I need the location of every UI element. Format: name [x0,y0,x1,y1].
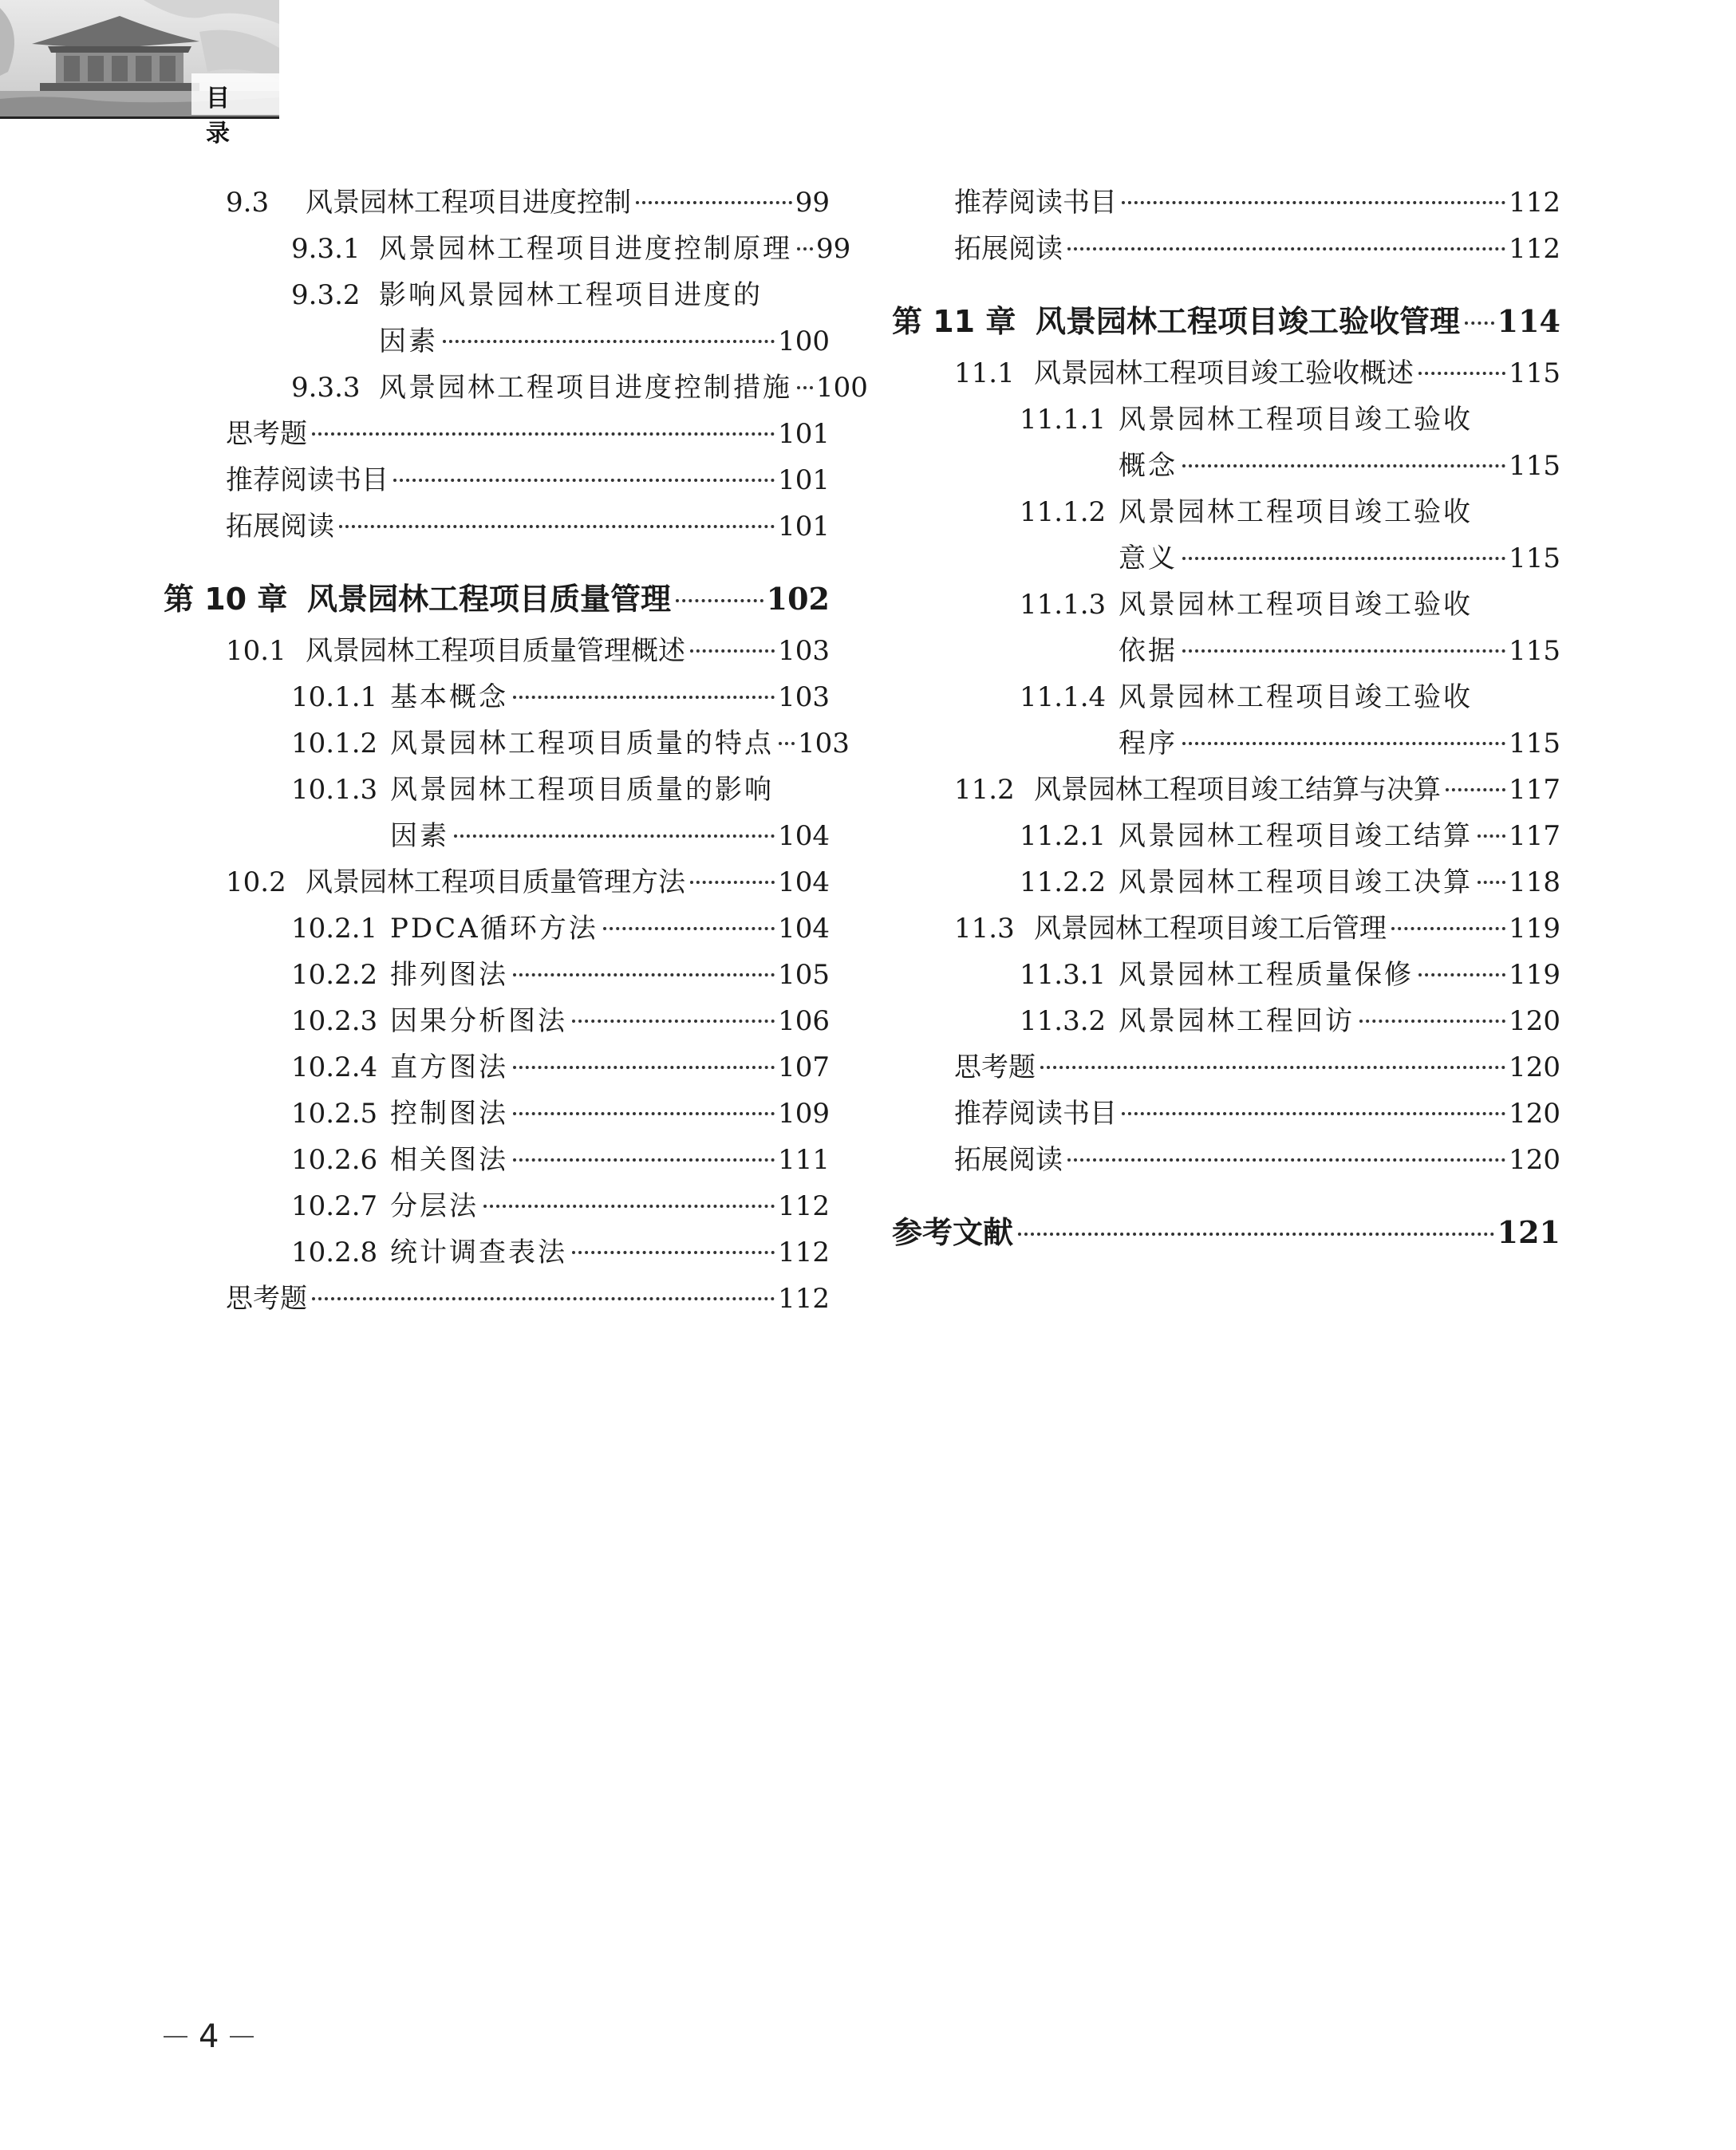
chapter-number: 第 11 章 [892,304,1016,339]
page-header [0,0,287,148]
leader-dots [676,599,763,602]
entry-number: 10.2.2 [291,959,378,991]
toc-entry-11-3-2[interactable] [892,998,1560,1044]
toc-entry-10-1-1[interactable] [164,674,830,720]
toc-entry-extended-9[interactable] [164,503,830,550]
leader-dots [1446,788,1505,791]
entry-page: 106 [778,1005,830,1037]
chapter-page: 121 [1497,1214,1560,1250]
toc-entry-10-2-3[interactable] [164,998,830,1044]
toc-entry-11-2-2[interactable] [892,859,1560,905]
leader-dots [636,201,792,204]
toc-title: 目 录 [206,85,244,148]
toc-entry-9-3[interactable] [164,179,830,226]
entry-title: 思考题 [226,418,307,450]
entry-number: 11.1.1 [1020,404,1107,436]
entry-title: 风景园林工程回访 [1119,1005,1355,1037]
entry-page: 115 [1509,357,1560,389]
entry-number: 9.3.1 [291,233,361,265]
footer-dash-right [230,2036,254,2038]
toc-right-column [892,179,1560,1261]
page-footer [164,2018,254,2055]
leader-dots [454,834,775,838]
toc-entry-reading-10[interactable] [892,179,1560,226]
chapter-page: 114 [1497,303,1560,339]
entry-title: 思考题 [954,1051,1036,1083]
leader-dots [513,696,775,699]
entry-title: 统计调查表法 [390,1237,567,1268]
entry-page: 115 [1509,542,1560,574]
entry-page: 101 [778,418,830,450]
entry-number: 10.2.1 [291,913,378,945]
header-rule [0,116,279,119]
entry-page: 101 [778,511,830,542]
entry-number: 11.1.3 [1020,589,1107,621]
entry-title: 思考题 [226,1283,307,1315]
leader-dots [1478,881,1505,884]
chapter-title: 参考文献 [892,1215,1014,1250]
entry-number: 9.3.2 [291,279,361,311]
entry-number: 10.2.7 [291,1190,378,1222]
entry-title: 风景园林工程质量保修 [1119,959,1414,991]
entry-title: 风景园林工程项目竣工后管理 [1034,913,1387,945]
leader-dots [572,1251,775,1254]
entry-number: 11.2.2 [1020,866,1107,898]
entry-title-line2: 概念 [1119,450,1178,482]
toc-entry-10-2-4[interactable] [164,1044,830,1091]
toc-entry-11-1-3[interactable] [892,582,1560,674]
leader-dots [797,386,813,389]
leader-dots [1040,1066,1505,1069]
entry-title: 风景园林工程项目质量管理方法 [306,866,685,898]
toc-entry-reading-9[interactable] [164,457,830,503]
leader-dots [1122,1112,1505,1115]
entry-page: 117 [1509,820,1560,852]
entry-page: 115 [1509,450,1560,482]
toc-entry-11-1-4[interactable] [892,674,1560,767]
toc-chapter-10[interactable] [164,570,830,628]
footer-dash-left [164,2036,187,2038]
entry-page: 120 [1509,1144,1560,1176]
page-number: 4 [199,2018,219,2055]
entry-title-line1: 风景园林工程项目竣工验收 [1119,681,1473,713]
toc-entry-9-3-2[interactable] [164,272,830,365]
toc-entry-10-2-1[interactable] [164,905,830,952]
entry-title-line1: 风景园林工程项目竣工验收 [1119,404,1473,436]
entry-page: 118 [1509,866,1560,898]
toc-entry-10-2-5[interactable] [164,1091,830,1137]
leader-dots [797,247,813,251]
entry-title: 分层法 [390,1190,479,1222]
leader-dots [1391,927,1505,930]
entry-title: 风景园林工程项目质量的特点 [390,728,774,759]
leader-dots [1465,322,1494,325]
entry-title: 推荐阅读书目 [954,187,1117,219]
entry-title-line1: 影响风景园林工程项目进度的 [379,279,763,311]
entry-number: 11.2.1 [1020,820,1107,852]
entry-number: 10.1.2 [291,728,378,759]
entry-number: 11.1.4 [1020,681,1107,713]
entry-title: PDCA循环方法 [390,913,598,945]
entry-title: 风景园林工程项目竣工结算 [1119,820,1473,852]
entry-page: 104 [778,820,830,852]
toc-entry-10-1-3[interactable] [164,767,830,859]
entry-number: 11.2 [954,774,1015,806]
toc-entry-questions-10[interactable] [164,1276,830,1322]
entry-title-line2: 意义 [1119,542,1178,574]
entry-title: 控制图法 [390,1098,508,1130]
toc-entry-10-2-8[interactable] [164,1229,830,1276]
entry-title-line2: 因素 [379,325,438,357]
entry-title-line2: 因素 [390,820,449,852]
entry-title: 风景园林工程项目进度控制原理 [379,233,792,265]
leader-dots [779,742,795,745]
leader-dots [572,1020,775,1023]
leader-dots [483,1205,775,1208]
entry-page: 112 [1509,233,1560,265]
toc-entry-10-2-7[interactable] [164,1183,830,1229]
toc-entry-11-3-1[interactable] [892,952,1560,998]
entry-number: 10.1.1 [291,681,378,713]
toc-chapter-11[interactable] [892,293,1560,350]
toc-entry-10-1-2[interactable] [164,720,850,767]
entry-title: 因果分析图法 [390,1005,567,1037]
entry-title: 直方图法 [390,1051,508,1083]
entry-title: 风景园林工程项目竣工决算 [1119,866,1473,898]
leader-dots [1182,649,1505,653]
chapter-title: 风景园林工程项目质量管理 [307,582,672,617]
leader-dots [1418,973,1505,976]
entry-number: 10.2.3 [291,1005,378,1037]
entry-page: 112 [778,1237,830,1268]
leader-dots [1418,372,1505,375]
toc-entry-extended-11[interactable] [892,1137,1560,1183]
entry-title: 拓展阅读 [954,1144,1063,1176]
toc-entry-11-1[interactable] [892,350,1560,396]
entry-number: 9.3.3 [291,372,361,404]
toc-left-column [164,179,868,1322]
entry-page: 100 [778,325,830,357]
toc-entry-11-2-1[interactable] [892,813,1560,859]
entry-page: 119 [1509,959,1560,991]
toc-entry-10-1[interactable] [164,628,830,674]
entry-number: 11.1 [954,357,1015,389]
toc-entry-10-2[interactable] [164,859,830,905]
entry-number: 10.2.6 [291,1144,378,1176]
entry-number: 11.3.2 [1020,1005,1107,1037]
entry-page: 120 [1509,1098,1560,1130]
leader-dots [690,881,775,884]
toc-entry-extended-10[interactable] [892,226,1560,272]
entry-page: 109 [778,1098,830,1130]
entry-page: 112 [778,1283,830,1315]
entry-page: 103 [798,728,850,759]
entry-title: 风景园林工程项目进度控制措施 [379,372,792,404]
entry-page: 112 [1509,187,1560,219]
toc-entry-10-2-6[interactable] [164,1137,830,1183]
entry-page: 117 [1509,774,1560,806]
entry-page: 111 [778,1144,830,1176]
leader-dots [1122,201,1505,204]
entry-number: 9.3 [226,187,270,219]
toc-entry-10-2-2[interactable] [164,952,830,998]
entry-page: 99 [795,187,830,219]
entry-title-line1: 风景园林工程项目竣工验收 [1119,496,1473,528]
entry-page: 112 [778,1190,830,1222]
toc-entry-11-1-1[interactable] [892,396,1560,489]
leader-dots [443,340,775,343]
entry-title: 推荐阅读书目 [954,1098,1117,1130]
entry-page: 101 [778,464,830,496]
entry-number: 10.2.8 [291,1237,378,1268]
leader-dots [312,432,775,436]
entry-number: 10.1 [226,635,286,667]
entry-number: 11.3.1 [1020,959,1107,991]
entry-title: 相关图法 [390,1144,508,1176]
leader-dots [393,479,775,482]
chapter-number: 第 10 章 [164,582,288,617]
entry-title: 推荐阅读书目 [226,464,389,496]
entry-title: 风景园林工程项目竣工结算与决算 [1034,774,1441,806]
leader-dots [513,1158,775,1162]
leader-dots [1182,742,1505,745]
chapter-title: 风景园林工程项目竣工验收管理 [1036,304,1461,339]
entry-number: 10.2 [226,866,286,898]
leader-dots [513,1112,775,1115]
toc-entry-11-1-2[interactable] [892,489,1560,582]
leader-dots [513,973,775,976]
leader-dots [1018,1233,1494,1236]
entry-title-line2: 程序 [1119,728,1178,759]
leader-dots [312,1297,775,1300]
entry-page: 104 [778,913,830,945]
leader-dots [1478,834,1505,838]
leader-dots [1182,464,1505,467]
entry-page: 120 [1509,1051,1560,1083]
entry-number: 10.1.3 [291,774,378,806]
leader-dots [513,1066,775,1069]
entry-title: 风景园林工程项目质量管理概述 [306,635,685,667]
entry-page: 115 [1509,635,1560,667]
entry-title: 排列图法 [390,959,508,991]
leader-dots [1182,557,1505,560]
entry-title-line2: 依据 [1119,635,1178,667]
leader-dots [1359,1020,1505,1023]
entry-page: 120 [1509,1005,1560,1037]
toc-entry-questions-11[interactable] [892,1044,1560,1091]
entry-title: 风景园林工程项目竣工验收概述 [1034,357,1414,389]
leader-dots [603,927,775,930]
entry-page: 105 [778,959,830,991]
toc-entry-9-3-1[interactable] [164,226,851,272]
entry-title-line1: 风景园林工程项目质量的影响 [390,774,774,806]
entry-page: 103 [778,681,830,713]
toc-entry-reading-11[interactable] [892,1091,1560,1137]
entry-title: 风景园林工程项目进度控制 [306,187,631,219]
toc-entry-11-3[interactable] [892,905,1560,952]
leader-dots [1067,1158,1505,1162]
leader-dots [690,649,775,653]
entry-page: 99 [816,233,851,265]
toc-entry-9-3-3[interactable] [164,365,868,411]
entry-number: 11.3 [954,913,1015,945]
toc-entry-questions-9[interactable] [164,411,830,457]
entry-number: 10.2.4 [291,1051,378,1083]
entry-title: 基本概念 [390,681,508,713]
entry-title-line1: 风景园林工程项目竣工验收 [1119,589,1473,621]
entry-number: 10.2.5 [291,1098,378,1130]
entry-title: 拓展阅读 [226,511,334,542]
toc-entry-11-2[interactable] [892,767,1560,813]
entry-page: 100 [816,372,868,404]
chapter-page: 102 [766,581,830,617]
leader-dots [1067,247,1505,251]
entry-page: 107 [778,1051,830,1083]
entry-page: 119 [1509,913,1560,945]
leader-dots [339,525,775,528]
entry-page: 115 [1509,728,1560,759]
toc-entry-references[interactable] [892,1204,1560,1261]
entry-page: 103 [778,635,830,667]
entry-title: 拓展阅读 [954,233,1063,265]
entry-page: 104 [778,866,830,898]
entry-number: 11.1.2 [1020,496,1107,528]
